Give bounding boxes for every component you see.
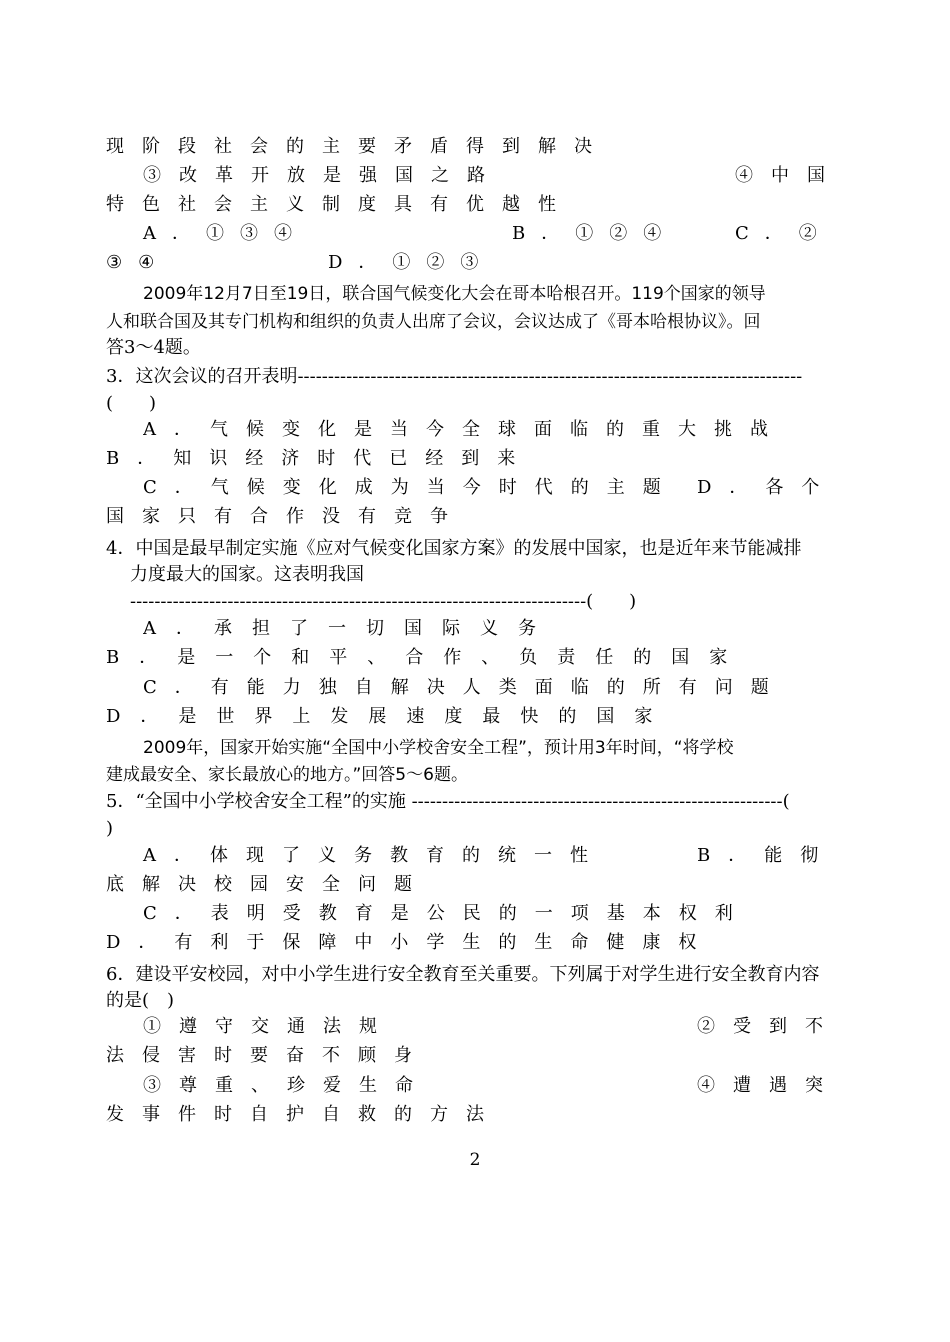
q6-item-4-cont: 发事件时自护自救的方法 bbox=[106, 1104, 502, 1125]
passage-line: 2009年，国家开始实施“全国中小学校舍安全工程”，预计用3年时间，“将学校 bbox=[143, 738, 734, 758]
q4-option-a: A．承担了一切国际义务 bbox=[143, 618, 556, 639]
question-4: 4．中国是最早制定实施《应对气候变化国家方案》的发展中国家，也是近年来节能减排 bbox=[106, 538, 802, 559]
q3-option-a: A．气候变化是当今全球面临的重大挑战 bbox=[143, 419, 786, 440]
option-4: ④中国 bbox=[735, 165, 843, 186]
text-line: 特色社会主义制度具有优越性 bbox=[106, 194, 574, 215]
passage-line: 答3～4题。 bbox=[106, 337, 201, 358]
passage-line: 2009年12月7日至19日，联合国气候变化大会在哥本哈根召开。119个国家的领导 bbox=[143, 284, 766, 304]
question-3: 3．这次会议的召开表明----------------------------------------------------------------------------------- bbox=[106, 366, 803, 387]
q5-option-b: B．能彻 bbox=[697, 845, 837, 866]
question-6-cont: 的是( ) bbox=[106, 990, 175, 1011]
q6-item-4: ④遭遇突 bbox=[697, 1075, 841, 1096]
passage-line: 人和联合国及其专门机构和组织的负责人出席了会议，会议达成了《哥本哈根协议》。回 bbox=[106, 312, 761, 332]
choice-a: A．①③④ bbox=[143, 223, 308, 244]
q5-option-a: A．体现了义务教育的统一性 bbox=[143, 845, 606, 866]
q3-option-c: C．气候变化成为当今时代的主题 bbox=[143, 477, 679, 498]
q5-option-c: C．表明受教育是公民的一项基本权利 bbox=[143, 903, 751, 924]
q6-item-3: ③尊重、珍爱生命 bbox=[143, 1075, 431, 1096]
answer-bracket: ---------------------------------------------------------------------------( ) bbox=[130, 591, 637, 612]
option-3: ③改革开放是强国之路 bbox=[143, 165, 503, 186]
choice-c-cont: ③④ bbox=[106, 252, 171, 273]
q4-option-c: C．有能力独自解决人类面临的所有问题 bbox=[143, 677, 787, 698]
q3-option-b: B．知识经济时代已经到来 bbox=[106, 448, 534, 469]
q6-item-2-cont: 法侵害时要奋不顾身 bbox=[106, 1045, 430, 1066]
q4-option-d: D．是世界上发展速度最快的国家 bbox=[106, 706, 673, 727]
q6-item-2: ②受到不 bbox=[697, 1016, 841, 1037]
q4-option-b: B．是一个和平、合作、负责任的国家 bbox=[106, 647, 748, 668]
q6-item-1: ①遵守交通法规 bbox=[143, 1016, 395, 1037]
q5-option-b-cont: 底解决校园安全问题 bbox=[106, 874, 430, 895]
question-6: 6．建设平安校园，对中小学生进行安全教育至关重要。下列属于对学生进行安全教育内容 bbox=[106, 964, 820, 985]
passage-line: 建成最安全、家长最放心的地方。”回答5～6题。 bbox=[106, 765, 468, 785]
choice-b: B．①②④ bbox=[512, 223, 678, 244]
q5-option-d: D．有利于保障中小学生的生命健康权 bbox=[106, 932, 715, 953]
answer-bracket: ( ) bbox=[106, 393, 157, 414]
text-line: 现阶段社会的主要矛盾得到解决 bbox=[106, 136, 610, 157]
question-5: 5．“全国中小学校舍安全工程”的实施 -------------------------------------------------------------( bbox=[106, 791, 790, 812]
q3-option-d: D．各个 bbox=[697, 477, 838, 498]
choice-c: C．② bbox=[735, 223, 833, 244]
page-number: 2 bbox=[469, 1150, 481, 1170]
answer-bracket: ) bbox=[106, 818, 114, 839]
q3-option-d-cont: 国家只有合作没有竞争 bbox=[106, 506, 466, 527]
choice-d: D．①②③ bbox=[328, 252, 495, 273]
question-4-cont: 力度最大的国家。这表明我国 bbox=[130, 564, 364, 585]
